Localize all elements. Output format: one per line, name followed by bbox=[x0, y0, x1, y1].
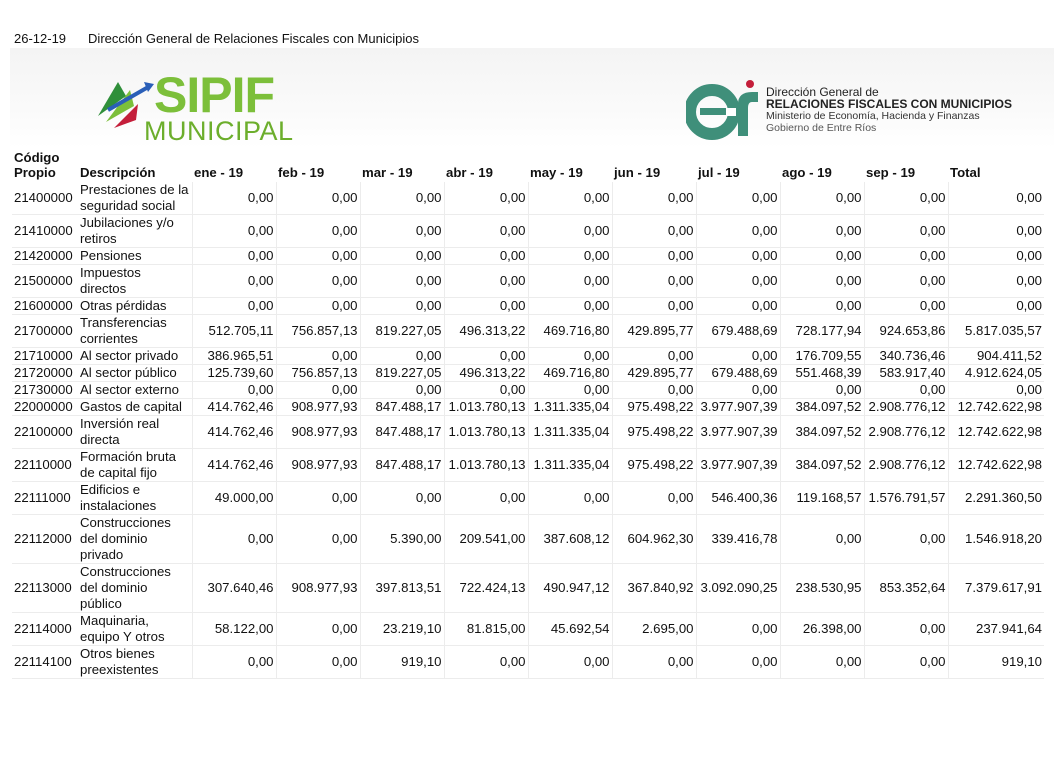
org-name-line2: RELACIONES FISCALES CON MUNICIPIOS bbox=[766, 97, 1013, 111]
row-month-value: 0,00 bbox=[360, 482, 444, 515]
row-description: Pensiones bbox=[78, 248, 192, 265]
row-month-value: 125.739,60 bbox=[192, 365, 276, 382]
table-row bbox=[12, 515, 1044, 564]
logo-municipal-text: MUNICIPAL bbox=[144, 116, 294, 146]
row-month-value: 0,00 bbox=[276, 248, 360, 265]
row-month-value: 919,10 bbox=[360, 646, 444, 679]
row-month-value: 0,00 bbox=[696, 382, 780, 399]
row-month-value: 819.227,05 bbox=[360, 365, 444, 382]
column-header: Total bbox=[950, 165, 981, 180]
row-month-value: 0,00 bbox=[780, 248, 864, 265]
row-month-value: 0,00 bbox=[696, 182, 780, 215]
row-month-value: 119.168,57 bbox=[780, 482, 864, 515]
row-month-value: 58.122,00 bbox=[192, 613, 276, 646]
row-month-value: 0,00 bbox=[612, 482, 696, 515]
row-month-value: 0,00 bbox=[864, 515, 948, 564]
row-month-value: 307.640,46 bbox=[192, 564, 276, 613]
dgrfm-logo bbox=[686, 76, 1016, 146]
row-month-value: 0,00 bbox=[864, 215, 948, 248]
row-code: 21400000 bbox=[12, 182, 78, 215]
row-month-value: 847.488,17 bbox=[360, 399, 444, 416]
row-month-value: 339.416,78 bbox=[696, 515, 780, 564]
row-month-value: 0,00 bbox=[360, 382, 444, 399]
table-row bbox=[12, 365, 1044, 382]
row-month-value: 49.000,00 bbox=[192, 482, 276, 515]
row-month-value: 0,00 bbox=[444, 382, 528, 399]
row-description: Otras pérdidas bbox=[78, 298, 192, 315]
org-ministry: Ministerio de Economía, Hacienda y Finanzas bbox=[766, 110, 980, 122]
column-header: Código Propio bbox=[14, 150, 60, 180]
row-code: 21710000 bbox=[12, 348, 78, 365]
row-total: 0,00 bbox=[948, 265, 1044, 298]
row-month-value: 0,00 bbox=[192, 298, 276, 315]
table-row bbox=[12, 646, 1044, 679]
row-month-value: 0,00 bbox=[276, 515, 360, 564]
row-month-value: 384.097,52 bbox=[780, 449, 864, 482]
row-month-value: 0,00 bbox=[276, 482, 360, 515]
row-month-value: 0,00 bbox=[696, 613, 780, 646]
row-month-value: 0,00 bbox=[528, 215, 612, 248]
row-month-value: 26.398,00 bbox=[780, 613, 864, 646]
row-month-value: 0,00 bbox=[696, 646, 780, 679]
row-total: 0,00 bbox=[948, 215, 1044, 248]
row-month-value: 0,00 bbox=[192, 215, 276, 248]
row-month-value: 847.488,17 bbox=[360, 416, 444, 449]
row-description: Jubilaciones y/o retiros bbox=[78, 215, 192, 248]
row-total: 7.379.617,91 bbox=[948, 564, 1044, 613]
table-row bbox=[12, 298, 1044, 315]
row-month-value: 0,00 bbox=[780, 182, 864, 215]
row-month-value: 0,00 bbox=[360, 248, 444, 265]
row-month-value: 847.488,17 bbox=[360, 449, 444, 482]
row-code: 21720000 bbox=[12, 365, 78, 382]
row-month-value: 0,00 bbox=[864, 613, 948, 646]
row-month-value: 23.219,10 bbox=[360, 613, 444, 646]
row-month-value: 0,00 bbox=[864, 298, 948, 315]
row-month-value: 1.311.335,04 bbox=[528, 399, 612, 416]
table-row bbox=[12, 182, 1044, 215]
sipif-logo bbox=[96, 67, 306, 150]
table-header-row bbox=[12, 150, 1044, 182]
row-month-value: 924.653,86 bbox=[864, 315, 948, 348]
column-header: ago - 19 bbox=[782, 165, 832, 180]
row-month-value: 490.947,12 bbox=[528, 564, 612, 613]
row-month-value: 0,00 bbox=[192, 265, 276, 298]
row-month-value: 0,00 bbox=[864, 265, 948, 298]
row-total: 4.912.624,05 bbox=[948, 365, 1044, 382]
row-month-value: 908.977,93 bbox=[276, 416, 360, 449]
row-month-value: 975.498,22 bbox=[612, 399, 696, 416]
table-row bbox=[12, 613, 1044, 646]
row-month-value: 0,00 bbox=[360, 348, 444, 365]
row-code: 21600000 bbox=[12, 298, 78, 315]
row-month-value: 0,00 bbox=[864, 248, 948, 265]
row-month-value: 0,00 bbox=[780, 298, 864, 315]
row-month-value: 722.424,13 bbox=[444, 564, 528, 613]
row-total: 1.546.918,20 bbox=[948, 515, 1044, 564]
column-header: may - 19 bbox=[530, 165, 583, 180]
table-row bbox=[12, 382, 1044, 399]
row-month-value: 0,00 bbox=[276, 382, 360, 399]
row-month-value: 5.390,00 bbox=[360, 515, 444, 564]
row-month-value: 469.716,80 bbox=[528, 315, 612, 348]
row-month-value: 0,00 bbox=[360, 298, 444, 315]
column-header: jul - 19 bbox=[698, 165, 740, 180]
row-month-value: 0,00 bbox=[444, 215, 528, 248]
row-month-value: 429.895,77 bbox=[612, 315, 696, 348]
row-month-value: 384.097,52 bbox=[780, 399, 864, 416]
row-month-value: 496.313,22 bbox=[444, 315, 528, 348]
row-month-value: 0,00 bbox=[864, 182, 948, 215]
row-description: Gastos de capital bbox=[78, 399, 192, 416]
row-month-value: 469.716,80 bbox=[528, 365, 612, 382]
table-row bbox=[12, 482, 1044, 515]
row-month-value: 387.608,12 bbox=[528, 515, 612, 564]
row-month-value: 0,00 bbox=[444, 182, 528, 215]
table-row bbox=[12, 265, 1044, 298]
row-month-value: 0,00 bbox=[444, 248, 528, 265]
row-month-value: 397.813,51 bbox=[360, 564, 444, 613]
row-month-value: 0,00 bbox=[528, 348, 612, 365]
row-month-value: 0,00 bbox=[612, 265, 696, 298]
row-total: 5.817.035,57 bbox=[948, 315, 1044, 348]
row-month-value: 414.762,46 bbox=[192, 416, 276, 449]
logo-sipif-text: SIPIF bbox=[154, 67, 275, 123]
row-month-value: 0,00 bbox=[444, 348, 528, 365]
row-month-value: 1.013.780,13 bbox=[444, 416, 528, 449]
row-month-value: 975.498,22 bbox=[612, 416, 696, 449]
table-row bbox=[12, 248, 1044, 265]
row-month-value: 551.468,39 bbox=[780, 365, 864, 382]
row-month-value: 0,00 bbox=[612, 298, 696, 315]
row-month-value: 0,00 bbox=[864, 382, 948, 399]
row-code: 22111000 bbox=[12, 482, 78, 515]
page-header-title: Dirección General de Relaciones Fiscales con Municipios bbox=[88, 31, 419, 46]
column-header: feb - 19 bbox=[278, 165, 325, 180]
table-row bbox=[12, 315, 1044, 348]
row-month-value: 0,00 bbox=[276, 613, 360, 646]
row-month-value: 429.895,77 bbox=[612, 365, 696, 382]
row-total: 919,10 bbox=[948, 646, 1044, 679]
row-month-value: 0,00 bbox=[192, 646, 276, 679]
column-header: ene - 19 bbox=[194, 165, 244, 180]
row-total: 0,00 bbox=[948, 248, 1044, 265]
row-month-value: 386.965,51 bbox=[192, 348, 276, 365]
row-month-value: 0,00 bbox=[360, 265, 444, 298]
column-header: sep - 19 bbox=[866, 165, 916, 180]
row-month-value: 512.705,11 bbox=[192, 315, 276, 348]
row-month-value: 583.917,40 bbox=[864, 365, 948, 382]
row-month-value: 0,00 bbox=[444, 298, 528, 315]
row-month-value: 975.498,22 bbox=[612, 449, 696, 482]
row-code: 21420000 bbox=[12, 248, 78, 265]
row-month-value: 604.962,30 bbox=[612, 515, 696, 564]
row-month-value: 0,00 bbox=[612, 382, 696, 399]
row-month-value: 0,00 bbox=[612, 182, 696, 215]
expenditure-table bbox=[12, 150, 1044, 679]
row-code: 22000000 bbox=[12, 399, 78, 416]
row-month-value: 0,00 bbox=[612, 348, 696, 365]
row-month-value: 0,00 bbox=[276, 215, 360, 248]
row-month-value: 0,00 bbox=[528, 382, 612, 399]
row-month-value: 3.977.907,39 bbox=[696, 399, 780, 416]
row-code: 21410000 bbox=[12, 215, 78, 248]
row-month-value: 0,00 bbox=[780, 515, 864, 564]
row-month-value: 0,00 bbox=[528, 482, 612, 515]
row-description: Maquinaria, equipo Y otros bbox=[78, 613, 192, 646]
row-month-value: 2.908.776,12 bbox=[864, 399, 948, 416]
row-month-value: 0,00 bbox=[696, 298, 780, 315]
row-month-value: 1.576.791,57 bbox=[864, 482, 948, 515]
row-month-value: 546.400,36 bbox=[696, 482, 780, 515]
table-row bbox=[12, 564, 1044, 613]
row-month-value: 0,00 bbox=[276, 182, 360, 215]
row-code: 22114100 bbox=[12, 646, 78, 679]
row-month-value: 0,00 bbox=[528, 265, 612, 298]
row-month-value: 0,00 bbox=[696, 248, 780, 265]
row-description: Construcciones del dominio privado bbox=[78, 515, 192, 564]
row-month-value: 0,00 bbox=[780, 265, 864, 298]
table-row bbox=[12, 416, 1044, 449]
row-code: 21730000 bbox=[12, 382, 78, 399]
row-description: Inversión real directa bbox=[78, 416, 192, 449]
row-month-value: 0,00 bbox=[696, 215, 780, 248]
row-month-value: 176.709,55 bbox=[780, 348, 864, 365]
row-month-value: 0,00 bbox=[276, 298, 360, 315]
row-description: Construcciones del dominio público bbox=[78, 564, 192, 613]
table-body bbox=[12, 182, 1044, 679]
column-header: Descripción bbox=[80, 165, 156, 180]
row-month-value: 496.313,22 bbox=[444, 365, 528, 382]
row-month-value: 0,00 bbox=[696, 348, 780, 365]
page-header bbox=[14, 31, 419, 46]
row-month-value: 209.541,00 bbox=[444, 515, 528, 564]
row-description: Al sector privado bbox=[78, 348, 192, 365]
row-month-value: 0,00 bbox=[360, 215, 444, 248]
row-month-value: 679.488,69 bbox=[696, 315, 780, 348]
row-month-value: 0,00 bbox=[696, 265, 780, 298]
row-description: Edificios e instalaciones bbox=[78, 482, 192, 515]
row-month-value: 0,00 bbox=[276, 646, 360, 679]
row-month-value: 0,00 bbox=[444, 265, 528, 298]
row-month-value: 1.311.335,04 bbox=[528, 416, 612, 449]
row-description: Transferencias corrientes bbox=[78, 315, 192, 348]
column-header: abr - 19 bbox=[446, 165, 493, 180]
row-month-value: 908.977,93 bbox=[276, 399, 360, 416]
row-month-value: 2.695,00 bbox=[612, 613, 696, 646]
row-month-value: 819.227,05 bbox=[360, 315, 444, 348]
row-description: Otros bienes preexistentes bbox=[78, 646, 192, 679]
row-month-value: 0,00 bbox=[528, 248, 612, 265]
row-month-value: 0,00 bbox=[276, 265, 360, 298]
row-month-value: 2.908.776,12 bbox=[864, 449, 948, 482]
row-month-value: 0,00 bbox=[192, 182, 276, 215]
org-government: Gobierno de Entre Ríos bbox=[766, 122, 877, 134]
row-month-value: 1.013.780,13 bbox=[444, 449, 528, 482]
row-month-value: 2.908.776,12 bbox=[864, 416, 948, 449]
row-description: Al sector externo bbox=[78, 382, 192, 399]
row-month-value: 0,00 bbox=[612, 646, 696, 679]
org-name-line1: Dirección General de bbox=[766, 85, 879, 99]
row-month-value: 0,00 bbox=[528, 646, 612, 679]
row-month-value: 0,00 bbox=[444, 482, 528, 515]
row-month-value: 0,00 bbox=[192, 515, 276, 564]
row-month-value: 340.736,46 bbox=[864, 348, 948, 365]
row-month-value: 45.692,54 bbox=[528, 613, 612, 646]
row-total: 12.742.622,98 bbox=[948, 416, 1044, 449]
row-month-value: 0,00 bbox=[276, 348, 360, 365]
column-header: jun - 19 bbox=[614, 165, 661, 180]
row-month-value: 908.977,93 bbox=[276, 564, 360, 613]
table-row bbox=[12, 399, 1044, 416]
row-month-value: 756.857,13 bbox=[276, 365, 360, 382]
row-code: 22112000 bbox=[12, 515, 78, 564]
row-month-value: 0,00 bbox=[528, 182, 612, 215]
row-code: 22110000 bbox=[12, 449, 78, 482]
row-month-value: 0,00 bbox=[192, 382, 276, 399]
row-description: Impuestos directos bbox=[78, 265, 192, 298]
row-code: 21500000 bbox=[12, 265, 78, 298]
row-month-value: 367.840,92 bbox=[612, 564, 696, 613]
row-total: 0,00 bbox=[948, 298, 1044, 315]
row-month-value: 1.013.780,13 bbox=[444, 399, 528, 416]
row-month-value: 0,00 bbox=[192, 248, 276, 265]
row-month-value: 1.311.335,04 bbox=[528, 449, 612, 482]
row-month-value: 384.097,52 bbox=[780, 416, 864, 449]
row-total: 2.291.360,50 bbox=[948, 482, 1044, 515]
row-month-value: 0,00 bbox=[780, 215, 864, 248]
row-description: Prestaciones de la seguridad social bbox=[78, 182, 192, 215]
column-header: mar - 19 bbox=[362, 165, 413, 180]
row-code: 22114000 bbox=[12, 613, 78, 646]
row-total: 904.411,52 bbox=[948, 348, 1044, 365]
row-code: 22113000 bbox=[12, 564, 78, 613]
row-month-value: 0,00 bbox=[360, 182, 444, 215]
row-month-value: 3.977.907,39 bbox=[696, 449, 780, 482]
row-description: Formación bruta de capital fijo bbox=[78, 449, 192, 482]
row-total: 12.742.622,98 bbox=[948, 399, 1044, 416]
row-total: 0,00 bbox=[948, 182, 1044, 215]
row-code: 22100000 bbox=[12, 416, 78, 449]
row-month-value: 0,00 bbox=[780, 646, 864, 679]
row-month-value: 0,00 bbox=[612, 215, 696, 248]
row-month-value: 728.177,94 bbox=[780, 315, 864, 348]
row-description: Al sector público bbox=[78, 365, 192, 382]
row-month-value: 81.815,00 bbox=[444, 613, 528, 646]
row-month-value: 853.352,64 bbox=[864, 564, 948, 613]
row-month-value: 3.977.907,39 bbox=[696, 416, 780, 449]
row-month-value: 238.530,95 bbox=[780, 564, 864, 613]
print-date: 26-12-19 bbox=[14, 31, 67, 46]
row-month-value: 3.092.090,25 bbox=[696, 564, 780, 613]
table-row bbox=[12, 449, 1044, 482]
row-month-value: 0,00 bbox=[864, 646, 948, 679]
row-month-value: 756.857,13 bbox=[276, 315, 360, 348]
table-row bbox=[12, 215, 1044, 248]
row-month-value: 0,00 bbox=[444, 646, 528, 679]
row-month-value: 0,00 bbox=[780, 382, 864, 399]
row-month-value: 679.488,69 bbox=[696, 365, 780, 382]
row-month-value: 0,00 bbox=[528, 298, 612, 315]
er-logo-icon bbox=[686, 78, 764, 140]
row-month-value: 414.762,46 bbox=[192, 399, 276, 416]
row-total: 237.941,64 bbox=[948, 613, 1044, 646]
row-month-value: 0,00 bbox=[612, 248, 696, 265]
row-code: 21700000 bbox=[12, 315, 78, 348]
row-total: 0,00 bbox=[948, 382, 1044, 399]
table-row bbox=[12, 348, 1044, 365]
row-month-value: 908.977,93 bbox=[276, 449, 360, 482]
row-month-value: 414.762,46 bbox=[192, 449, 276, 482]
row-total: 12.742.622,98 bbox=[948, 449, 1044, 482]
